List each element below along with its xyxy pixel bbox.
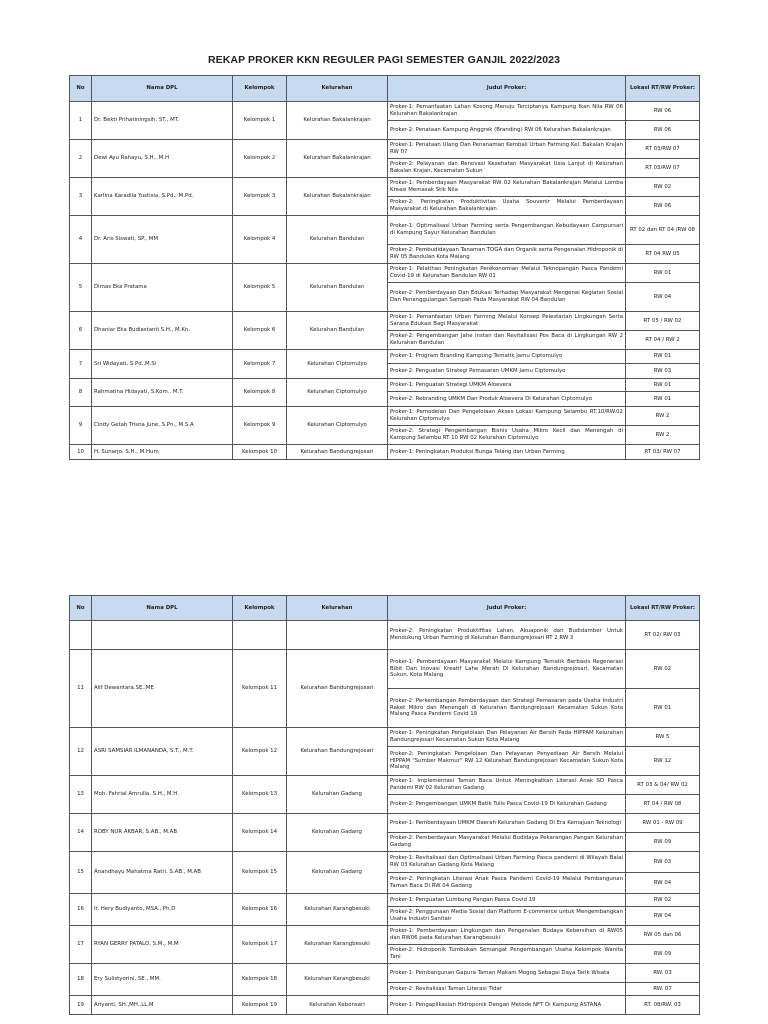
table-row (70, 650, 700, 689)
kelurahan-cell: Kelurahan Bakalankrajan (287, 140, 388, 178)
row-number: 6 (70, 312, 92, 350)
table-row (70, 814, 700, 833)
row-number: 14 (70, 814, 92, 852)
dpl-name: Ariyanti, SH.,MH.,LL.M (92, 996, 233, 1015)
kelurahan-cell: Kelurahan Bakalankrajan (287, 102, 388, 140)
proker-table-2 (69, 595, 700, 1015)
kelompok-cell: Kelompok 6 (233, 312, 287, 350)
kelurahan-cell: Kelurahan Gadang (287, 852, 388, 894)
dpl-name: ROBY NUR AKBAR, S.AB., M.AB (92, 814, 233, 852)
proker-title: Proker-2: Pembudidayaan Tanaman TOGA dan Organik serta Pengenalan Hidroponik di RW 05 Bandulan Kota Malang (388, 245, 626, 264)
row-number: 12 (70, 728, 92, 776)
proker-title: Proker-2: Pengembangan UMKM Batik Tulis Pasca Covid-19 Di Kelurahan Gadang (388, 795, 626, 814)
header-kelompok: Kelompok (233, 596, 287, 621)
table-row (70, 312, 700, 331)
kelompok-cell: Kelompok 16 (233, 894, 287, 926)
lokasi-cell: RT 04 / RW 08 (626, 795, 700, 814)
kelompok-cell: Kelompok 10 (233, 445, 287, 460)
row-number: 10 (70, 445, 92, 460)
lokasi-cell: RW 09 (626, 833, 700, 852)
kelurahan-cell: Kelurahan Ciptomulyo (287, 407, 388, 445)
proker-title: Proker-1: Penguatan Lumbung Pangan Pasca Covid 19 (388, 894, 626, 907)
lokasi-cell: RT 04 / RW 2 (626, 331, 700, 350)
header-dpl: Nama DPL (92, 76, 233, 102)
kelurahan-cell: Kelurahan Bakalankrajan (287, 178, 388, 216)
lokasi-cell: RW 01 (626, 350, 700, 364)
lokasi-cell: RW. 03 (626, 964, 700, 983)
kelurahan-cell: Kelurahan Bandulan (287, 312, 388, 350)
header-lokasi: Lokasi RT/RW Proker: (626, 596, 700, 621)
lokasi-cell: RW. 07 (626, 983, 700, 996)
kelurahan-cell: Kelurahan Bandungrejosari (287, 445, 388, 460)
proker-title: Proker-1: Peningkatan Pengelolaan Dan Pelayanan Air Bersih Pada HIPPAM Kelurahan Bandungrejosari Kecamatan Sukun Kota Malang (388, 728, 626, 747)
proker-title: Proker-1: Pemanfaatan Urban Farming Melalui Konsep Pelestarian Lingkungan Serta Sarana Edukasi Bagi Masyarakat (388, 312, 626, 331)
lokasi-cell: RW 02 (626, 178, 700, 197)
proker-title: Proker-1: Revitalisasi dan Optimalisasi Urban Farming Pasca pandemi di Wilayah Balai RW 03 Kelurahan Gadang Kota Malang (388, 852, 626, 873)
kelurahan-cell: Kelurahan Kebonsari (287, 996, 388, 1015)
kelompok-cell: Kelompok 8 (233, 379, 287, 407)
table-row (70, 445, 700, 460)
kelompok-cell (233, 621, 287, 650)
header-no: No (70, 596, 92, 621)
table-row (70, 926, 700, 945)
lokasi-cell: RW 01 (626, 392, 700, 407)
dpl-name: H. Sunarjo, S.H., M.Hum (92, 445, 233, 460)
kelurahan-cell: Kelurahan Ciptomulyo (287, 379, 388, 407)
dpl-name: Dimas Eka Pratama (92, 264, 233, 312)
proker-table-1 (69, 75, 700, 460)
proker-title: Proker-2: Pengembangan Jahe instan dan Revitalisasi Pos Baca di Lingkungan RW 2 Kelurahan Bandulan (388, 331, 626, 350)
lokasi-cell: RW 04 (626, 873, 700, 894)
table-body-2 (70, 621, 700, 1015)
table-body-1 (70, 102, 700, 460)
proker-title: Proker-1: Pemberdayaan Masyarakat Melalui Kampung Tematik Berbasis Regenerasi Bibit Dan Inovasi Kreatif Lahe Merah Di Kelurahan Bandungrejosari, Kecamatan Sukun, Kota Malang (388, 650, 626, 689)
lokasi-cell: RW 2 (626, 426, 700, 445)
header-kelurahan: Kelurahan (287, 76, 388, 102)
proker-title: Proker-1: Penataan Ulang Dan Penanaman Kembali Urban Farming Kel. Bakalan Krajan RW 07 (388, 140, 626, 159)
lokasi-cell: RW 06 (626, 102, 700, 121)
proker-title: Proker-2: Peningkatan Pengelolaan Dan Pelayanan Penyediaan Air Bersih Melalui HIPPAM "Sumber Makmur" RW 12 Kelurahan Bandungrejosari Kecamatan Sukun Kota Malang (388, 747, 626, 776)
dpl-name (92, 621, 233, 650)
header-lokasi: Lokasi RT/RW Proker: (626, 76, 700, 102)
kelurahan-cell (287, 621, 388, 650)
kelompok-cell: Kelompok 1 (233, 102, 287, 140)
kelompok-cell: Kelompok 13 (233, 776, 287, 814)
dpl-name: Cindy Getah Trisna June, S.Pn., M.S.A (92, 407, 233, 445)
proker-title: Proker-1: Penguatan Strategi UMKM Aloevera (388, 379, 626, 392)
kelurahan-cell: Kelurahan Bandungrejosari (287, 650, 388, 728)
proker-title: Proker-1: Pelatihan Peningkatan Perekonomian Melalui Teknopangan Pasca Pandemi Covid-19 di Kelurahan Bandulan RW 01 (388, 264, 626, 283)
lokasi-cell: RW 03 (626, 852, 700, 873)
row-number: 5 (70, 264, 92, 312)
proker-title: Proker-2: Peningkatan Produktivitas Usaha Souvenir Melalui Pemberdayaan Masyarakat di Kelurahan Bakalankrajan (388, 197, 626, 216)
kelurahan-cell: Kelurahan Karangbesuki (287, 964, 388, 996)
dpl-name: Ery Sulistyorini, SE., MM. (92, 964, 233, 996)
row-number: 2 (70, 140, 92, 178)
kelompok-cell: Kelompok 18 (233, 964, 287, 996)
table-row (70, 964, 700, 983)
proker-title: Proker-2: Strategi Pengembangan Bisnis Usaha Mikro Kecil dan Menengah di Kampung Selambu RT 10 RW 02 Kelurahan Ciptomulyo (388, 426, 626, 445)
table-row (70, 407, 700, 426)
row-number: 7 (70, 350, 92, 379)
lokasi-cell: RW 12 (626, 747, 700, 776)
kelurahan-cell: Kelurahan Ciptomulyo (287, 350, 388, 379)
header-no: No (70, 76, 92, 102)
proker-title: Proker-2: Pemberdayaan Dan Edukasi Terhadap Masyarakat Mengenai Kegiatan Sosial Dan Penanggulangan Sampah Pada Masyarakat RW 04 Bandulan (388, 283, 626, 312)
proker-title: Proker-2: Peningkatan Produktifitas Lahan, Akuaponik dan Budidamber Untuk Mendukung Urban Farming di Kelurahan Bandungrejosari RT 2 RW 3 (388, 621, 626, 650)
kelompok-cell: Kelompok 12 (233, 728, 287, 776)
header-judul: Judul Proker: (388, 596, 626, 621)
dpl-name: ASRI SAMSIAR ILMANANDA, S.T., M.T. (92, 728, 233, 776)
dpl-name: Moh. Fahrial Amrulla, S.H., M.H. (92, 776, 233, 814)
kelompok-cell: Kelompok 4 (233, 216, 287, 264)
table-row (70, 852, 700, 873)
lokasi-cell: RT 03 & 04/ RW 02 (626, 776, 700, 795)
row-number: 11 (70, 650, 92, 728)
row-number: 17 (70, 926, 92, 964)
dpl-name: Karlina Karadila Yustisia, S.Pd., M.Pd. (92, 178, 233, 216)
kelurahan-cell: Kelurahan Karangbesuki (287, 926, 388, 964)
proker-title: Proker-2: Pelayanan dan Renovasi Kesehatan Masyarakat Usia Lanjut di Kelurahan Bakalan Krajan, Kecamatan Sukun (388, 159, 626, 178)
proker-title: Proker-1: Optimalisasi Urban Farming serta Pengembangan Kebudayaan Campursari di Kampung Sayur Kelurahan Bandulan (388, 216, 626, 245)
proker-title: Proker-2: Penguatan Strategi Pemasaran UMKM Jamu Ciptomulyo (388, 364, 626, 379)
dpl-name: Ir. Hery Budiyanto, MSA., Ph.D (92, 894, 233, 926)
kelurahan-cell: Kelurahan Gadang (287, 814, 388, 852)
lokasi-cell: RW 09 (626, 945, 700, 964)
lokasi-cell: RW 01 (626, 689, 700, 728)
row-number: 15 (70, 852, 92, 894)
table-row (70, 776, 700, 795)
kelurahan-cell: Kelurahan Bandulan (287, 264, 388, 312)
table-row (70, 379, 700, 392)
proker-title: Proker-1: Pemodelan Dan Pengelolaan Akses Lokasi Kampung Selambu RT.10/RW.02 Kelurahan Ciptomulyo (388, 407, 626, 426)
table-row (70, 728, 700, 747)
kelompok-cell: Kelompok 5 (233, 264, 287, 312)
lokasi-cell: RW 01 - RW 09 (626, 814, 700, 833)
table-row (70, 350, 700, 364)
table-row (70, 216, 700, 245)
proker-title: Proker-1: Pembangunan Gapura Taman Makam Mogog Sebagai Daya Tarik Wisata (388, 964, 626, 983)
kelompok-cell: Kelompok 9 (233, 407, 287, 445)
lokasi-cell: RT 03/RW 07 (626, 159, 700, 178)
kelompok-cell: Kelompok 17 (233, 926, 287, 964)
kelurahan-cell: Kelurahan Bandungrejosari (287, 728, 388, 776)
table-row (70, 621, 700, 650)
table-header-row (70, 76, 700, 102)
row-number (70, 621, 92, 650)
row-number: 3 (70, 178, 92, 216)
dpl-name: Alif Dewantara.SE.,ME (92, 650, 233, 728)
table-row (70, 140, 700, 159)
lokasi-cell: RW 02 (626, 894, 700, 907)
table-row (70, 178, 700, 197)
proker-title: Proker-1: Program Branding Kampung Tematik Jamu Ciptomulyo (388, 350, 626, 364)
row-number: 18 (70, 964, 92, 996)
lokasi-cell: RW 2 (626, 407, 700, 426)
kelurahan-cell: Kelurahan Bandulan (287, 216, 388, 264)
proker-title: Proker-2: Penataan Kampung Anggrek (Branding) RW 06 Kelurahan Bakalankrajan (388, 121, 626, 140)
lokasi-cell: RT 05 / RW 02 (626, 312, 700, 331)
proker-title: Proker-1: Peningkatan Produksi Bunga Telang dan Urban Farming (388, 445, 626, 460)
kelompok-cell: Kelompok 15 (233, 852, 287, 894)
proker-title: Proker-1: Pemberdayaan Masyarakat RW 02 Kelurahan Bakalankrajan Melalui Lomba Kreasi Memasak Stik Nila (388, 178, 626, 197)
row-number: 19 (70, 996, 92, 1015)
header-kelurahan: Kelurahan (287, 596, 388, 621)
page-title: REKAP PROKER KKN REGULER PAGI SEMESTER GANJIL 2022/2023 (207, 54, 561, 66)
dpl-name: Rahmatina Hidayati, S.Kom., M.T. (92, 379, 233, 407)
proker-title: Proker-1: Pemberdayaan Lingkungan dan Pengenalan Budaya Kebersihan di RW05 dan RW06 pada Kelurahan Karangbesuki (388, 926, 626, 945)
lokasi-cell: RT 02/ RW 03 (626, 621, 700, 650)
lokasi-cell: RT 02 dan RT 04 /RW 08 (626, 216, 700, 245)
header-dpl: Nama DPL (92, 596, 233, 621)
lokasi-cell: RW 01 (626, 379, 700, 392)
lokasi-cell: RW 5 (626, 728, 700, 747)
lokasi-cell: RW 01 (626, 264, 700, 283)
proker-title: Proker-1: Pengaplikasian Hidroponik Dengan Metode NFT Di Kampung ASTANA (388, 996, 626, 1015)
row-number: 9 (70, 407, 92, 445)
lokasi-cell: RT 04 RW 05 (626, 245, 700, 264)
row-number: 13 (70, 776, 92, 814)
kelompok-cell: Kelompok 7 (233, 350, 287, 379)
lokasi-cell: RT 03/ RW 07 (626, 445, 700, 460)
table-row (70, 894, 700, 907)
kelompok-cell: Kelompok 2 (233, 140, 287, 178)
dpl-name: RYAN GERRY PATALO, S.M., M.M (92, 926, 233, 964)
proker-title: Proker-2: Peningkatan Literasi Anak Pasca Pandemi Covid-19 Melalui Pembangunan Taman Baca Di RW 04 Gadang (388, 873, 626, 894)
table-header-row (70, 596, 700, 621)
kelurahan-cell: Kelurahan Karangbesuki (287, 894, 388, 926)
lokasi-cell: RW 06 (626, 197, 700, 216)
row-number: 16 (70, 894, 92, 926)
kelompok-cell: Kelompok 19 (233, 996, 287, 1015)
lokasi-cell: RW 03 (626, 364, 700, 379)
proker-title: Proker-2: Perkembangan Pemberdayaan dan Strategi Pemasaran pada Usaha Industri Raket Mikro dan Menengah di Kelurahan Bandungrejosari Kecamatan Sukun Kota Malang Pasca Pandemi Covid 19 (388, 689, 626, 728)
lokasi-cell: RW 06 (626, 121, 700, 140)
header-judul: Judul Proker: (388, 76, 626, 102)
lokasi-cell: RW 04 (626, 907, 700, 926)
lokasi-cell: RW 04 (626, 283, 700, 312)
dpl-name: Anandhayu Mahatma Ratri, S.AB., M.AB (92, 852, 233, 894)
table-row (70, 264, 700, 283)
lokasi-cell: RW 05 dan 06 (626, 926, 700, 945)
proker-title: Proker-1: Pemberdayaan UMKM Daerah Kelurahan Gadang Di Era Kemajuan Teknologi (388, 814, 626, 833)
lokasi-cell: RT 03/RW 07 (626, 140, 700, 159)
dpl-name: Sri Widayati, S.Pd.,M.Si (92, 350, 233, 379)
table-row (70, 996, 700, 1015)
table-row (70, 102, 700, 121)
row-number: 1 (70, 102, 92, 140)
dpl-name: Dr. Aris Siswati, SP., MM (92, 216, 233, 264)
proker-title: Proker-2: Revitalisasi Taman Literasi Tidar (388, 983, 626, 996)
kelompok-cell: Kelompok 14 (233, 814, 287, 852)
kelompok-cell: Kelompok 3 (233, 178, 287, 216)
row-number: 8 (70, 379, 92, 407)
dpl-name: Dr. Bekti Prihatiningsih, ST., MT. (92, 102, 233, 140)
kelompok-cell: Kelompok 11 (233, 650, 287, 728)
proker-title: Proker-2: Penggunaan Media Sosial dan Platform E-commerce untuk Mengembangkan Usaha Industri Sanitair (388, 907, 626, 926)
lokasi-cell: RW 02 (626, 650, 700, 689)
kelurahan-cell: Kelurahan Gadang (287, 776, 388, 814)
proker-title: Proker-1: Implementasi Taman Baca Untuk Meningkatkan Literasi Anak SD Pasca Pandemi RW 02 Kelurahan Gadang (388, 776, 626, 795)
proker-title: Proker-2: Rebranding UMKM Dan Produk Aloevera Di Kelurahan Ciptomulyo (388, 392, 626, 407)
proker-title: Proker-2: Hidroponik Tumbukan Semangat Pengembangan Usaha Kelompok Wanita Tani (388, 945, 626, 964)
proker-title: Proker-1: Pemanfaatan Lahan Kosong Menuju Terciptanya Kampung Ikan Nila RW 06 Kelurahan Bakalankrajan (388, 102, 626, 121)
lokasi-cell: RT. 08/RW. 03 (626, 996, 700, 1015)
dpl-name: Dewi Ayu Rahayu, S.H., M.H (92, 140, 233, 178)
header-kelompok: Kelompok (233, 76, 287, 102)
dpl-name: Dhaniar Eka Budiastanti S.H., M.Kn. (92, 312, 233, 350)
row-number: 4 (70, 216, 92, 264)
proker-title: Proker-2: Pemberdayaan Masyarakat Melalui Budidaya Pekarangan Pangan Kelurahan Gadang (388, 833, 626, 852)
